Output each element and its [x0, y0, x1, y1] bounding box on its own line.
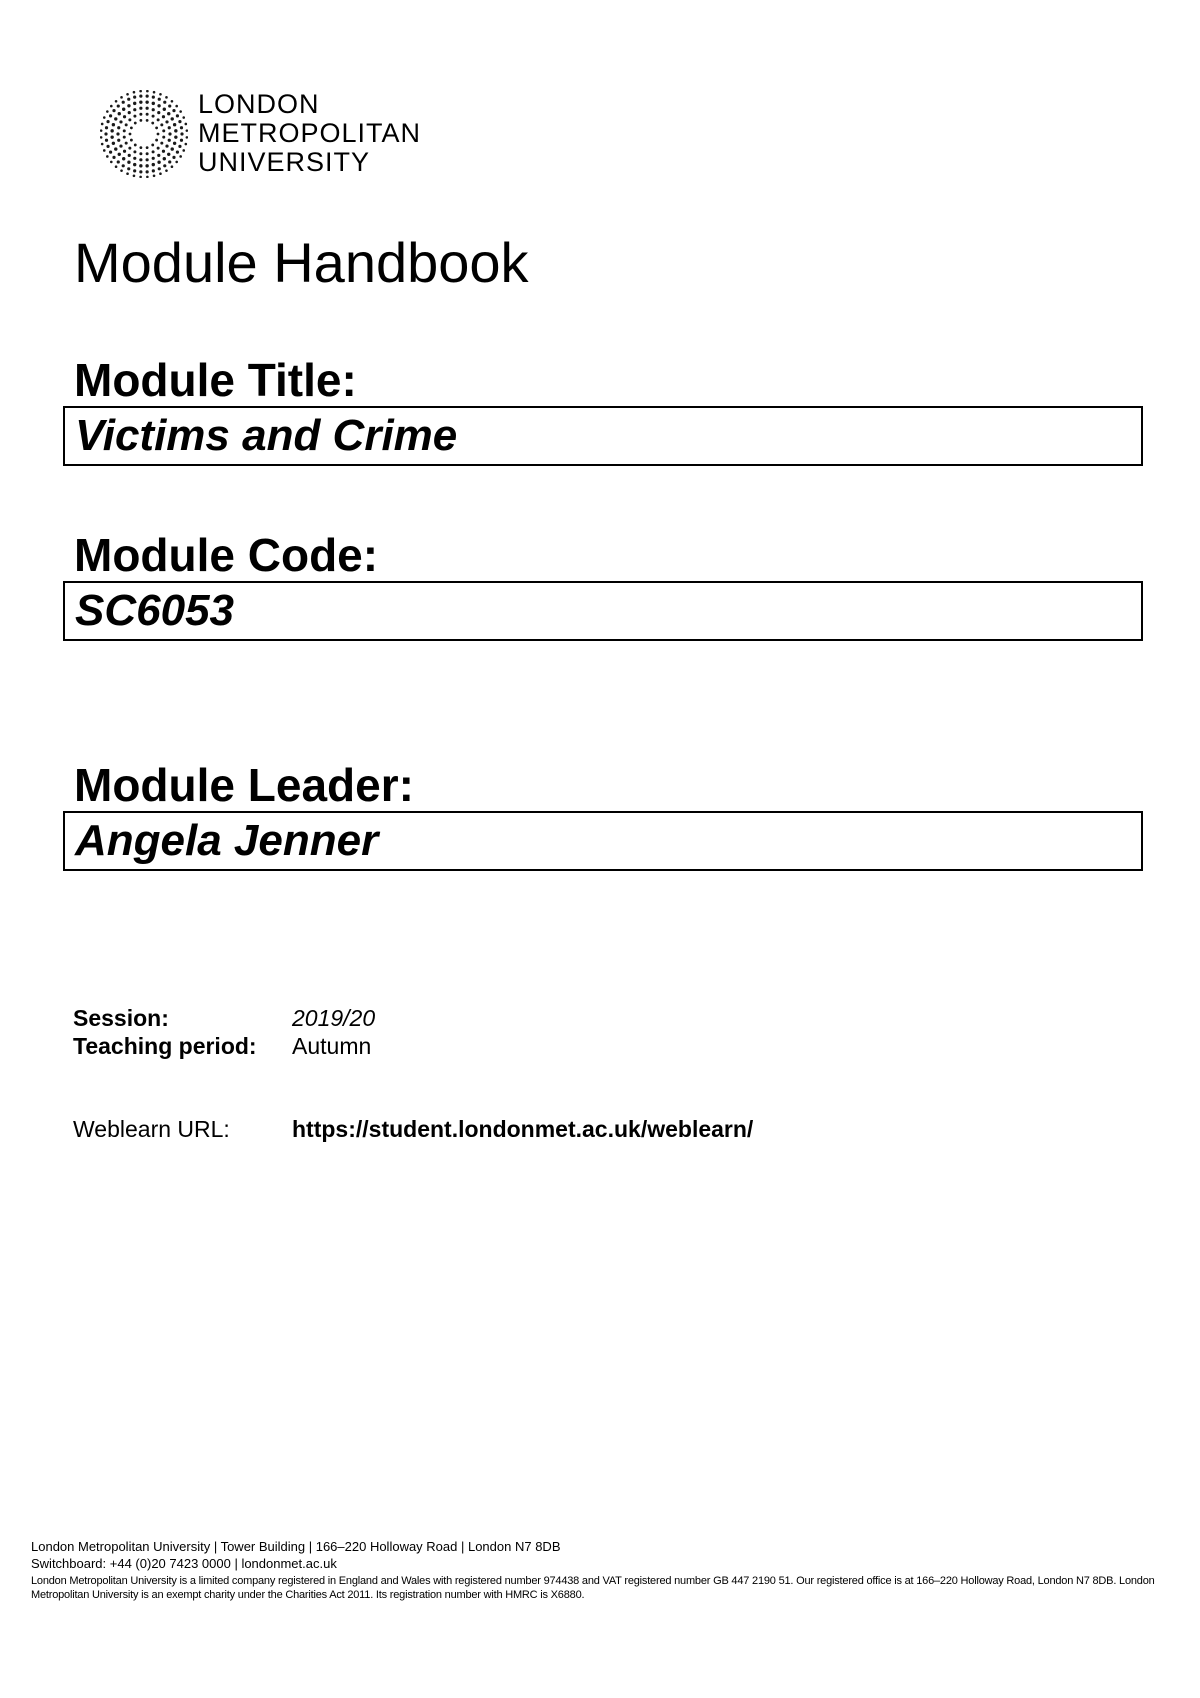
module-leader-label: Module Leader: — [74, 759, 414, 811]
teaching-period-label: Teaching period: — [73, 1033, 257, 1059]
university-logo — [100, 90, 460, 180]
weblearn-url[interactable]: https://student.londonmet.ac.uk/weblearn/ — [292, 1116, 754, 1142]
module-code-value: SC6053 — [63, 581, 1143, 641]
logo-line-3: UNIVERSITY — [198, 147, 371, 177]
logo-line-1: LONDON — [198, 89, 320, 119]
module-code-label: Module Code: — [74, 529, 379, 581]
footer-contact: Switchboard: +44 (0)20 7423 0000 | londonmet.ac.uk — [31, 1556, 337, 1571]
page-footer — [31, 1538, 1161, 1602]
logo-dot-ring-icon — [100, 90, 188, 178]
module-title-label: Module Title: — [74, 354, 357, 406]
page-title: Module Handbook — [74, 231, 529, 294]
teaching-period-value: Autumn — [292, 1033, 372, 1059]
module-title-value: Victims and Crime — [63, 406, 1143, 466]
module-leader-value: Angela Jenner — [63, 811, 1143, 871]
weblearn-label: Weblearn URL: — [73, 1116, 230, 1142]
session-value: 2019/20 — [292, 1005, 376, 1031]
footer-legal: London Metropolitan University is a limited company registered in England and Wales with registered number 974438 and VAT registered number GB 447 2190 51. Our registered office is at 166–220 Holloway Road, London N7 8DB. London Metropolitan University is an exempt charity under the Charities Act 2011. Its registration number with HMRC is X6880. — [31, 1575, 1155, 1601]
logo-wordmark — [198, 90, 421, 177]
logo-line-2: METROPOLITAN — [198, 118, 422, 148]
footer-address: London Metropolitan University | Tower Building | 166–220 Holloway Road | London N7 8DB — [31, 1539, 561, 1554]
session-label: Session: — [73, 1005, 169, 1031]
